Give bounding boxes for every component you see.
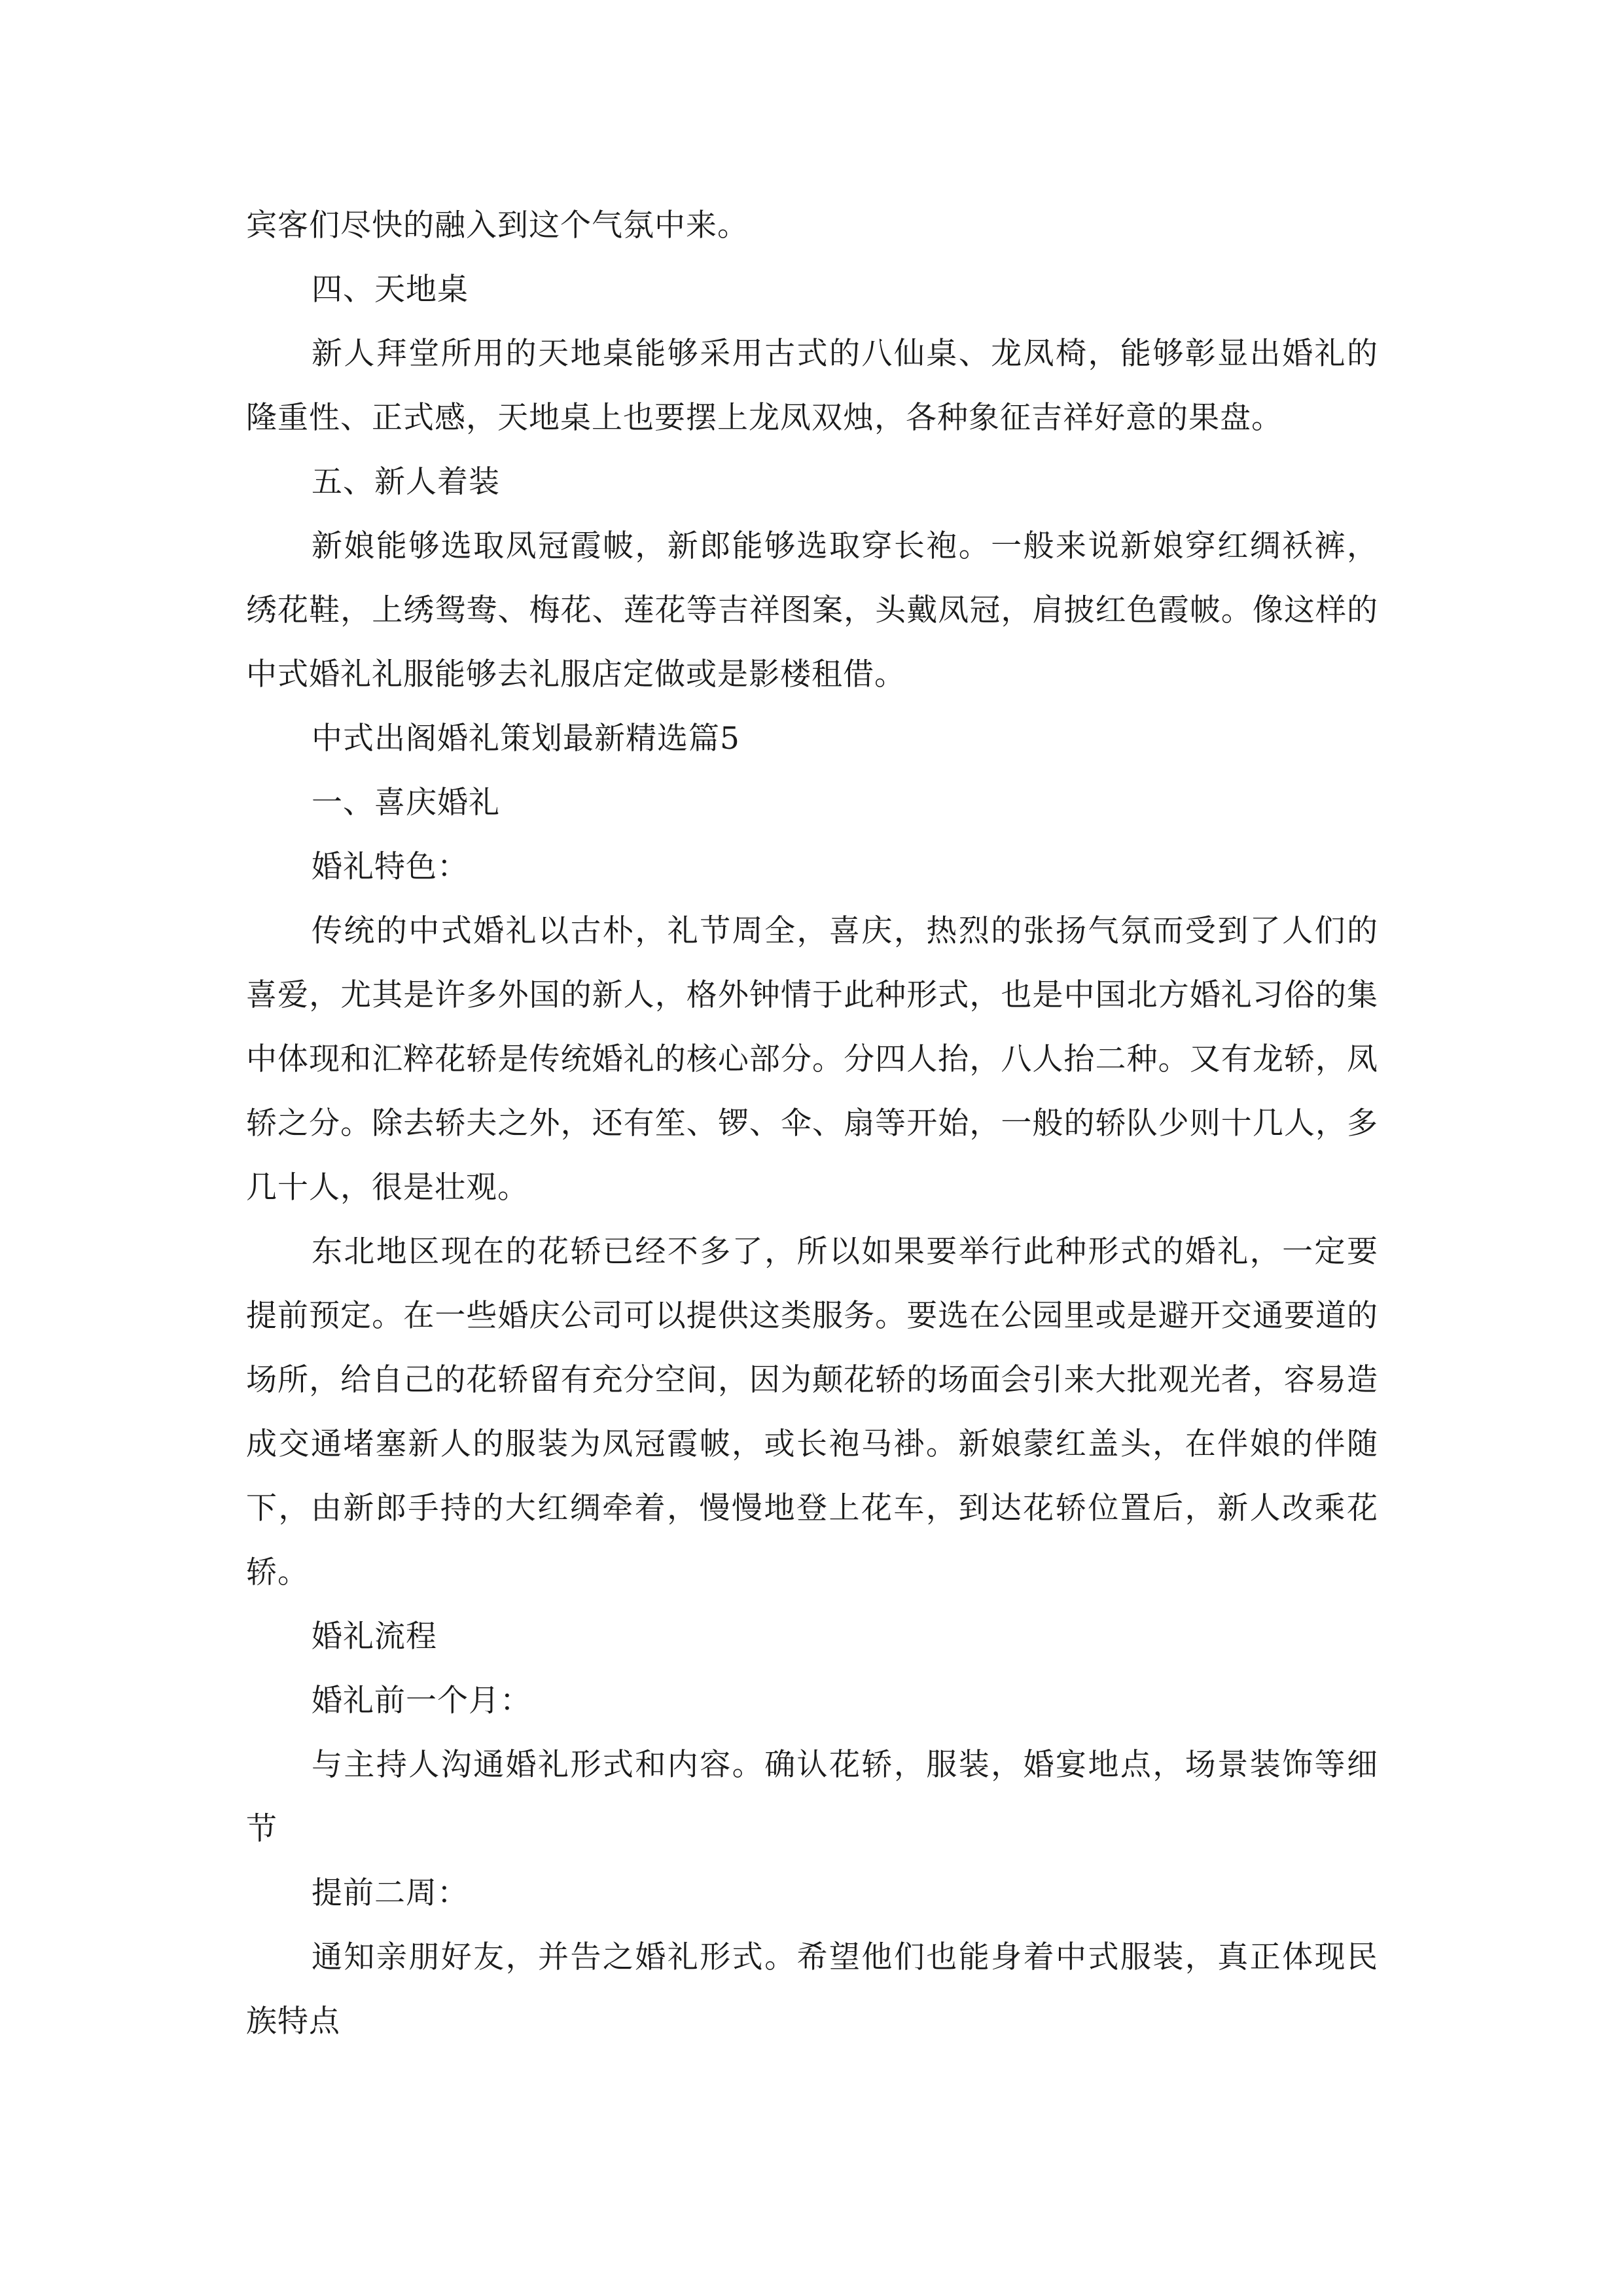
paragraph-tiandizhuo: 新人拜堂所用的天地桌能够采用古式的八仙桌、龙凤椅，能够彰显出婚礼的隆重性、正式感，天地桌上也要摆上龙凤双烛，各种象征吉祥好意的果盘。 [246, 336, 1378, 436]
section-heading-festive-wedding: 一、喜庆婚礼 [312, 785, 500, 821]
section-heading-attire: 五、新人着装 [312, 464, 500, 500]
paragraph-continuation: 宾客们尽快的融入到这个气氛中来。 [246, 207, 749, 243]
subheading-two-weeks-before: 提前二周： [312, 1875, 469, 1911]
paragraph-traditional-wedding: 传统的中式婚礼以古朴，礼节周全，喜庆，热烈的张扬气氛而受到了人们的喜爱，尤其是许多外国的新人，格外钟情于此种形式，也是中国北方婚礼习俗的集中体现和汇粹花轿是传统婚礼的核心部分。分四人抬，八人抬二种。又有龙轿，凤轿之分。除去轿夫之外，还有笙、锣、伞、扇等开始，一般的轿队少则十几人，多几十人，很是壮观。 [246, 913, 1378, 1206]
subheading-one-month-before: 婚礼前一个月： [312, 1683, 531, 1719]
section-heading-tiandizhuo: 四、天地桌 [312, 272, 469, 308]
paragraph-northeast-sedan: 东北地区现在的花轿已经不多了，所以如果要举行此种形式的婚礼，一定要提前预定。在一些婚庆公司可以提供这类服务。要选在公园里或是避开交通要道的场所，给自己的花轿留有充分空间，因为颠花轿的场面会引来大批观光者，容易造成交通堵塞新人的服装为凤冠霞帔，或长袍马褂。新娘蒙红盖头，在伴娘的伴随下，由新郎手持的大红绸牵着，慢慢地登上花车，到达花轿位置后，新人改乘花轿。 [246, 1234, 1378, 1590]
paragraph-notify-guests: 通知亲朋好友，并告之婚礼形式。希望他们也能身着中式服装，真正体现民族特点 [246, 1939, 1378, 2039]
document-body [246, 194, 1378, 2054]
subheading-wedding-features: 婚礼特色： [312, 849, 469, 885]
paragraph-attire: 新娘能够选取凤冠霞帔，新郎能够选取穿长袍。一般来说新娘穿红绸袄裤，绣花鞋，上绣鸳鸯、梅花、莲花等吉祥图案，头戴凤冠，肩披红色霞帔。像这样的中式婚礼礼服能够去礼服店定做或是影楼租借。 [246, 528, 1378, 692]
paragraph-host-communication: 与主持人沟通婚礼形式和内容。确认花轿，服装，婚宴地点，场景装饰等细节 [246, 1747, 1378, 1847]
subheading-wedding-process: 婚礼流程 [312, 1619, 437, 1655]
article-title-part5: 中式出阁婚礼策划最新精选篇5 [312, 721, 740, 757]
